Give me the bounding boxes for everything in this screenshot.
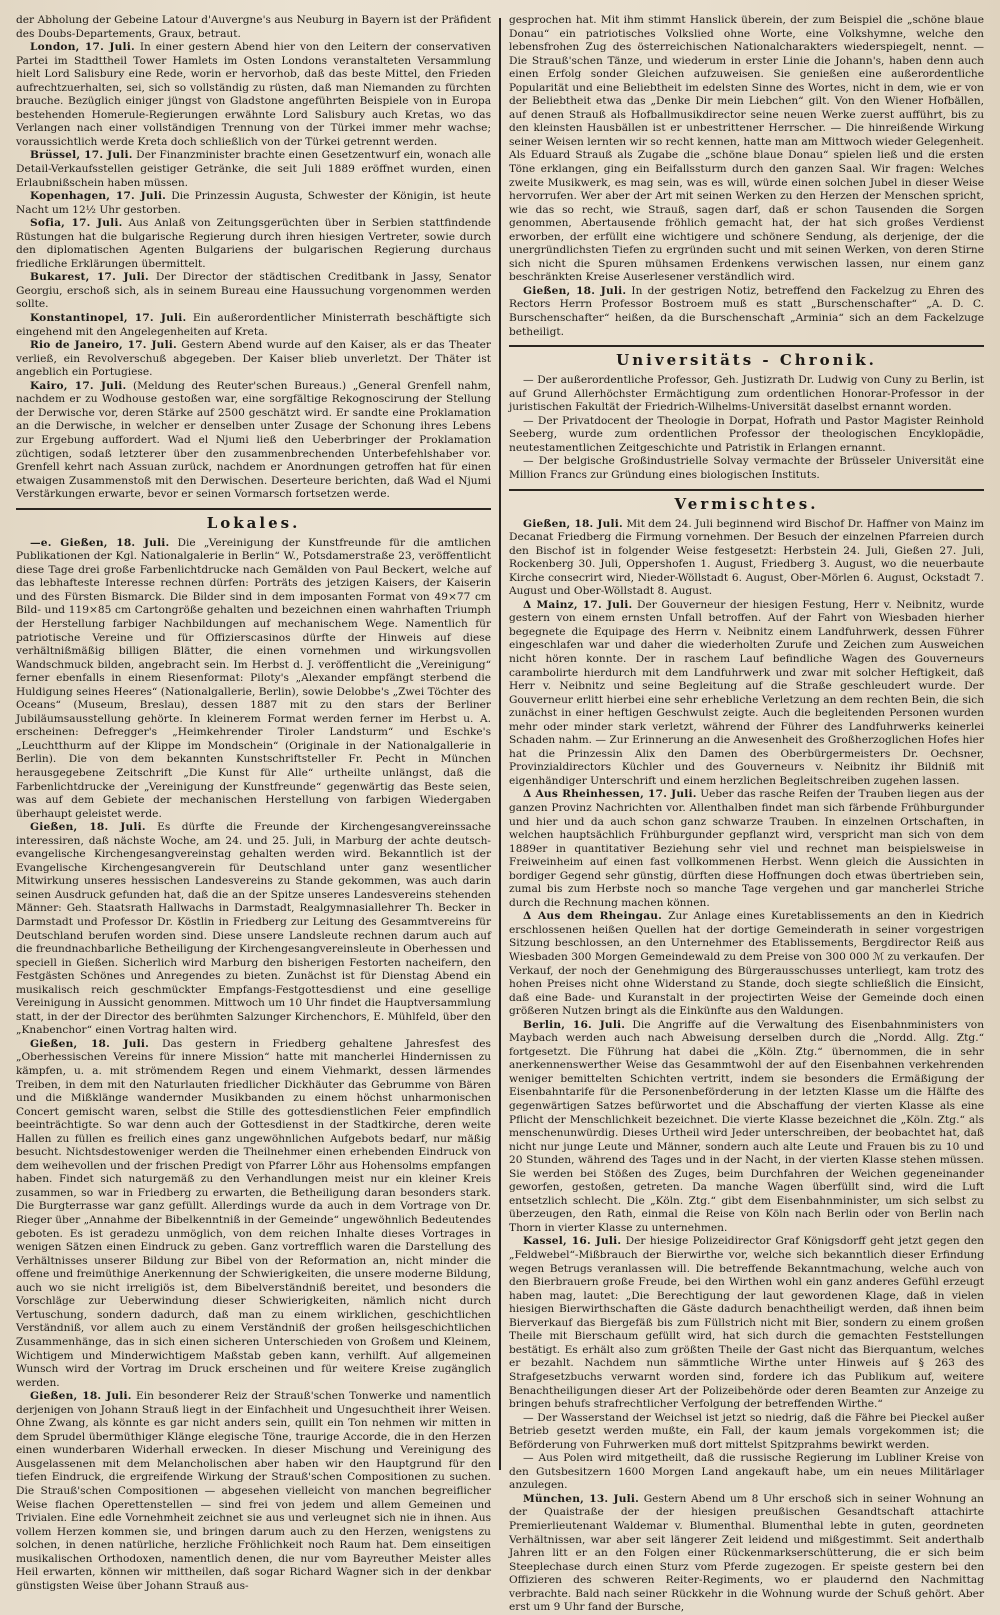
article-dateline: Sofia, 17. Juli.	[30, 217, 123, 230]
foreign-news-block	[16, 14, 491, 502]
article-dateline: London, 17. Juli.	[30, 41, 135, 54]
article-paragraph	[16, 14, 491, 41]
article-text: Der Gouverneur der hiesigen Festung, Herr v. Neibnitz, wurde gestern von einem ernsten Unfall betroffen. Auf der Fahrt von Wiesbaden hierher begegnete die Equipage des Herrn v. Neibnitz einem Landfuhrwerk, dessen Führer eingeschlafen war und daher die wiederholten Zurufe und Zeichen zum Ausweichen nicht hören konnte. Der in raschem Lauf befindliche Wagen des Gouverneurs carambolirte hierdurch mit dem Landfuhrwerk und zwar mit solcher Heftigkeit, daß Herr v. Neibnitz und seine Begleitung auf die Straße geschleudert wurde. Der Gouverneur erlitt hierbei eine sehr erhebliche Verletzung an dem rechten Bein, die sich zunächst in einer heftigen Geschwulst zeigte. Auch die begleitenden Personen wurden mehr oder minder stark verletzt, während der Führer des Landfuhrwerks keinerlei Schaden nahm. — Zur Erinnerung an die Anwesenheit des Großherzoglichen Hofes hier hat die Prinzessin Alix den Damen des Oberbürgermeisters Dr. Oechsner, Provinzialdirectors Küchler und des Gouverneurs v. Neibnitz ihr Bildniß mit eigenhändiger Unterschrift und einem herzlichen Begleitschreiben zugehen lassen.	[509, 598, 985, 787]
article-paragraph	[16, 1038, 491, 1390]
article-text: In einer gestern Abend hier von den Leitern der conservativen Partei im Stadttheil Tower Hamlets im Osten Londons veranstalteten Versammlung hielt Lord Salisbury eine Rede, worin er hervorhob, daß das beste Mittel, den Frieden aufrechtzuerhalten, sei, sich so vollständig zu rüsten, daß man Niemanden zu fürchten brauche. Bezüglich einiger jüngst von Gladstone angeführten Beispiele von in Europa bestehenden Homerule-Regierungen erwähnte Lord Salisbury auch Kretas, wo das Verlangen nach einer vollständigen Trennung von der Türkei immer mehr wachse; voraussichtlich werde Kreta doch schließlich von der Türkei getrennt werden.	[16, 41, 492, 148]
article-paragraph	[509, 285, 984, 339]
article-text: Der Finanzminister brachte einen Gesetzentwurf ein, wonach alle Detail-Verkaufsstellen geistiger Getränke, die seit Juli 1889 eröffnet wurden, einen Erlaubnißschein haben müssen.	[16, 149, 492, 189]
article-text: — Der Privatdocent der Theologie in Dorpat, Hofrath und Pastor Magister Reinhold Seeberg, wurde zum ordentlichen Professor der theologischen Encyklopädie, neutestamentlichen Zeitgeschichte und Patristik in Erlangen ernannt.	[509, 414, 985, 454]
article-text: Das gestern in Friedberg gehaltene Jahresfest des „Oberhessischen Vereins für innere Mission“ hatte mit mancherlei Hindernissen zu kämpfen, u. a. mit strömendem Regen und einem Viehmarkt, dessen lärmendes Treiben, in dem mit den Naturlauten friedlicher Dickhäuter das Gebrumme von Bären und die Mißklänge wandernder Musikbanden zu einem höchst unharmonischen Concert gemischt waren, selbst die Stille des gottesdienstlichen Feier empfindlich beeinträchtigte. So war denn auch der Gottesdienst in der Stadtkirche, deren weite Hallen zu füllen es freilich eines ganz ungewöhnlichen Aufgebots bedarf, nur mäßig besucht. Nichtsdestoweniger werden die Theilnehmer einen erhebenden Eindruck von dem weihevollen und der frischen Predigt von Pfarrer Löhr aus Hohensolms empfangen haben. Findet sich naturgemäß zu den Verhandlungen meist nur ein kleiner Kreis zusammen, so war in Friedberg zu erwarten, die Betheiligung daran besonders stark. Die Burgterrasse war ganz gefüllt. Allerdings wurde da auch in dem Vortrage von Dr. Rieger über „Annahme der Bibelkenntniß in der Gemeinde“ ungewöhnlich Bedeutendes geboten. Es ist geradezu unmöglich, von dem reichen Inhalte dieses Vortrages in wenigen Sätzen einen Eindruck zu geben. Ganz vortrefflich waren die Darstellung des Verhältnisses unserer Bildung zur Bibel von der Reformation an, nicht minder die offene und freimüthige Anerkennung der Schwierigkeiten, die unsere moderne Bildung, auch wo sie nicht irreligiös ist, dem Bibelverständniß bereitet, und besonders die Vorschläge zur Ueberwindung dieser Schwierigkeiten, nämlich nicht durch Vertuschung, sondern dadurch, daß man zu einem wirklichen, geschichtlichen Verständniß, vor allem auch zu einem Verständniß der großen heilsgeschichtlichen Zusammenhänge, das in sich einen sicheren Unterschieden von Großem und Kleinem, Wichtigem und Minderwichtigem Maßstab geben kann, verhilft. Auf allgemeinen Wunsch wird der Vortrag im Druck erscheinen und für weitere Kreise zugänglich werden.	[16, 1037, 492, 1389]
article-paragraph	[16, 41, 491, 149]
article-text: Der hiesige Polizeidirector Graf Königsdorff geht jetzt gegen den „Feldwebel“-Mißbrauch der Bierwirthe vor, welche sich bekanntlich dieser Erfindung wegen Betrugs veranlassen will. Die betreffende Bekanntmachung, welche auch von den Bierbrauern große Freude, bei den Wirthen wohl ein ganz anderes Gefühl erzeugt haben mag, lautet: „Die Berechtigung der laut gewordenen Klage, daß in vielen hiesigen Bierwirthschaften die Gäste dadurch benachtheiligt werden, daß ihnen beim Bierverkauf das Biergefäß bis zum Füllstrich nicht mit Bier, sondern zu einem großen Theile mit Bierschaum gefüllt wird, hat sich durch die gemachten Feststellungen bestätigt. Es erhält also zum größten Theile der Gast nicht das Bierquantum, welches er bezahlt. Nachdem nun sämmtliche Wirthe unter Hinweis auf § 263 des Strafgesetzbuchs verwarnt worden sind, fordere ich das Publikum auf, weitere Benachtheiligungen dieser Art der Polizeibehörde oder deren Beamten zur Anzeige zu bringen behufs strafrechtlicher Verfolgung der betreffenden Wirthe.“	[509, 1235, 985, 1411]
article-paragraph	[509, 415, 984, 456]
article-dateline: Gießen, 18. Juli.	[523, 517, 623, 530]
article-dateline: Δ Aus dem Rheingau.	[523, 910, 663, 923]
right-column	[501, 14, 985, 1614]
article-text: Gestern Abend um 8 Uhr erschoß sich in seiner Wohnung an der Quaistraße der der hiesigen preußischen Gesandtschaft attachirte Premierlieutenant Waldemar v. Blumenthal. Blumenthal lebte in guten, geordneten Verhältnissen, war aber seit längerer Zeit leidend und mißgestimmt. Seit anderthalb Jahren litt er an den Folgen einer Rückenmarkserschütterung, die er sich beim Steeplechase durch einen Sturz vom Pferde zugezogen. Er speiste gestern bei den Offizieren des schweren Reiter-Regiments, wo er plaudernd den Nachmittag verbrachte. Bald nach seiner Rückkehr in die Wohnung wurde der Schuß gehört. Aber erst um 9 Uhr fand der Bursche,	[509, 1492, 985, 1614]
left-column	[16, 14, 499, 1592]
article-dateline: Δ Aus Rheinhessen, 17. Juli.	[523, 788, 697, 801]
article-text: Ein außerordentlicher Ministerrath beschäftigte sich eingehend mit den Angelegenheiten auf Kreta.	[16, 312, 491, 338]
miscellany-block	[509, 518, 984, 1615]
article-dateline: Rio de Janeiro, 17. Juli.	[30, 339, 177, 352]
article-paragraph	[509, 599, 984, 789]
local-news-block	[16, 537, 491, 1594]
article-dateline: Konstantinopel, 17. Juli.	[30, 312, 187, 325]
article-text: gesprochen hat. Mit ihm stimmt Hanslick überein, der zum Beispiel die „schöne blaue Donau“ ein patriotisches Volkslied ohne Worte, eine Volkshymne, welche den lebensfrohen Zug des österreichischen Nationalcharakters wiederspiegelt, nennt. — Die Strauß'schen Tänze, und wiederum in erster Linie die Johann's, haben denn auch einen Erfolg sonder Gleichen aufzuweisen. Sie genießen eine außerordentliche Popularität und eine Beliebtheit im edelsten Sinne des Wortes, nicht in dem, wie er von der Beliebtheit etwa das „Denke Dir mein Liebchen“ gilt. Von den Wiener Hofbällen, auf denen Strauß als Hofballmusikdirector seine neuen Werke zuerst aufführt, bis zu den kleinsten Hausbällen ist er unbestrittener Herrscher. — Die hinreißende Wirkung seiner Weisen lernten wir so recht kennen, hatte man am Mittwoch wieder Gelegenheit. Als Eduard Strauß als Zugabe die „schöne blaue Donau“ spielen ließ und die ersten Töne erklangen, ging ein Beifallssturm durch den ganzen Saal. Wir fragen: Welches zweite Musikwerk, es mag sein, was es will, würde einen solchen Jubel in dieser Weise hervorrufen. Wer aber der Art mit seinen Werken zu den Herzen der Menschen spricht, wie das so recht, wie Strauß, sagen darf, daß er schon Tausenden die Sorgen genommen, Abertausende fröhlich gemacht hat, der hat sich großes Verdienst erworben, der erfüllt eine wichtigere und schönere Sendung, als derjenige, der die unergründlichsten Tiefen zu ergründen sucht und mit seinen Werken, von deren Stirne sich nicht die Spuren mühsamen Erdenkens verwischen lassen, nur einem ganz beschränkten Kreise Auserlesener verständlich wird.	[509, 14, 985, 284]
article-dateline: Brüssel, 17. Juli.	[30, 149, 133, 162]
article-paragraph	[509, 788, 984, 910]
article-paragraph	[16, 1390, 491, 1593]
article-paragraph	[509, 1493, 984, 1615]
article-paragraph	[509, 455, 984, 482]
article-dateline: Δ Mainz, 17. Juli.	[523, 598, 633, 611]
article-dateline: Gießen, 18. Juli.	[30, 821, 146, 834]
article-paragraph	[509, 374, 984, 415]
article-dateline: Gießen, 18. Juli.	[30, 1037, 149, 1050]
article-paragraph	[509, 518, 984, 599]
article-paragraph	[509, 1019, 984, 1236]
article-paragraph	[16, 339, 491, 380]
article-text: (Meldung des Reuter'schen Bureaus.) „General Grenfell nahm, nachdem er zu Wodhouse gestoßen war, eine sorgfältige Rekognoscirung der Stellung der Derwische vor, deren Stärke auf 2500 geschätzt wird. Er sandte eine Proklamation an die Derwische, in welcher er denselben unter Zusage der Schonung ihres Lebens zur Ergebung auffordert. Wad el Njumi ließ den Ueberbringer der Proklamation züchtigen, sodaß letzterer über den zusammenbrechenden Unterbefehlshaber vor. Grenfell kehrt nach Assuan zurück, nachdem er Anordnungen getroffen hat für einen etwaigen Zusammenstoß mit den Derwischen. Deserteure berichten, daß Wad el Njumi Verstärkungen erwarte, bevor er seinen Vormarsch fortsetzen werde.	[16, 379, 492, 501]
article-text: In der gestrigen Notiz, betreffend den Fackelzug zu Ehren des Rectors Herrn Professor Bostroem muß es statt „Burschenschafter“ „A. D. C. Burschenschafter“ heißen, da die Burschenschaft „Arminia“ sich an dem Fackelzuge betheiligt.	[509, 284, 985, 338]
article-dateline: Gießen, 18. Juli.	[523, 284, 627, 297]
article-paragraph	[16, 312, 491, 339]
article-dateline: Gießen, 18. Juli.	[30, 1390, 132, 1403]
article-text: Ueber das rasche Reifen der Trauben liegen aus der ganzen Provinz Nachrichten vor. Allenthalben findet man sich färbende Frühburgunder und hier und da auch schon ganz schwarze Trauben. In einzelnen Ortschaften, in welchen hauptsächlich Frühburgunder gepflanzt wird, verspricht man sich von dem 1889er in quantitativer Beziehung sehr viel und rechnet man beispielsweise in Freiweinheim auf einen fast vollkommenen Herbst. Wenn gleich die Aussichten in bordiger Gegend sehr günstig, dürften diese Hoffnungen doch etwas übertrieben sein, zumal bis zum Herbste noch so manche Tage vergehen und gar mancherlei Striche durch die Rechnung machen können.	[509, 788, 985, 909]
article-text: Der Director der städtischen Creditbank in Jassy, Senator Georgiu, erschoß sich, als in seinem Bureau eine Haussuchung vorgenommen werden sollte.	[16, 271, 492, 311]
article-paragraph	[16, 217, 491, 271]
article-dateline: Bukarest, 17. Juli.	[30, 271, 149, 284]
article-text: Die „Vereinigung der Kunstfreunde für die amtlichen Publikationen der Kgl. Nationalgalerie in Berlin“ W., Potsdamerstraße 23, veröffentlicht diese Tage drei große Farbenlichtdrucke nach Gemälden von Paul Beckert, welche auf das lebhafteste Interesse rechnen dürfen: Porträts des jetzigen Kaisers, der Kaiserin und des Fürsten Bismarck. Die Bilder sind in dem imposanten Format von 49×77 cm Bild- und 119×85 cm Cartongröße gehalten und bezeichnen einen wahrhaften Triumph der Herstellung farbiger Nachbildungen auf mechanischem Wege. Namentlich für patriotische Vereine und für Offizierscasinos dürfte der Hinweis auf diese verhältnißmäßig billigen Blätter, die einen vornehmen und wirkungsvollen Wandschmuck bilden, angebracht sein. Im Herbst d. J. veröffentlicht die „Vereinigung“ ferner ebenfalls in einem Riesenformat: Piloty's „Alexander empfängt sterbend die Huldigung seines Heeres“ (Nationalgallerie, Berlin), sowie Delobbe's „Zwei Töchter des Oceans“ (Museum, Breslau), dessen 1887 mit zu den stars der Berliner Jubiläumsausstellung gehörte. In kleinerem Format werden ferner im Herbst u. A. erscheinen: Defregger's „Heimkehrender Tiroler Landsturm“ und Eschke's „Leuchtthurm auf der Klippe im Mondschein“ (Originale in der Nationalgallerie in Berlin). Die von dem bekannten Kunstschriftsteller Fr. Pecht in München herausgegebene Zeitschrift „Die Kunst für Alle“ urtheilte unlängst, daß die Farbenlichtdrucke der „Vereinigung der Kunstfreunde“ gegenwärtig das Beste seien, was auf dem Gebiete der mechanischen Herstellung von farbigen Wiedergaben überhaupt geleistet werde.	[16, 536, 492, 820]
section-title-vermischtes: Vermischtes.	[509, 489, 984, 513]
article-text: Gestern Abend wurde auf den Kaiser, als er das Theater verließ, ein Revolverschuß abgegeben. Der Kaiser blieb unverletzt. Der Thäter ist angeblich ein Portugiese.	[16, 339, 492, 379]
article-paragraph	[16, 271, 491, 312]
article-text: Mit dem 24. Juli beginnend wird Bischof Dr. Haffner von Mainz im Decanat Friedberg die Firmung vornehmen. Der Besuch der einzelnen Pfarreien durch den Bischof ist in folgender Weise festgesetzt: Herbstein 24. Juli, Gießen 27. Juli, Rockenberg 30. Juli, Oppershofen 1. August, Friedberg 3. August, wo die neuerbaute Kirche consecrirt wird, Nieder-Wöllstadt 6. August, Ober-Mörlen 6. August, Ockstadt 7. August und Ober-Wöllstadt 8. August.	[509, 517, 985, 598]
article-paragraph	[16, 149, 491, 190]
continued-article-block	[509, 14, 984, 339]
article-text: — Der belgische Großindustrielle Solvay vermachte der Brüsseler Universität eine Million Francs zur Gründung eines biologischen Instituts.	[509, 455, 985, 481]
article-text: Ein besonderer Reiz der Strauß'schen Tonwerke und namentlich derjenigen von Johann Strauß liegt in der Einfachheit und Ungesuchtheit ihrer Weisen. Ohne Zwang, als könnte es gar nicht anders sein, quillt ein Ton nehmen wir mitten in dem Sprudel übermüthiger Klänge elegische Töne, traurige Accorde, die in den Herzen einen wunderbaren Widerhall erwecken. In dieser Mischung und Vereinigung des Ausgelassenen mit dem Melancholischen aber haben wir den Hauptgrund für den tiefen Eindruck, die ergreifende Wirkung der Strauß'schen Compositionen zu suchen. Die Strauß'schen Compositionen — abgesehen vielleicht von manchen begreiflicher Weise flachen Operettenstellen — sind frei von jedem und allem Gemeinen und Trivialen. Eine edle Vornehmheit zeichnet sie aus und verleugnet sich nie in ihnen. Aus vollem Herzen kommen sie, und bringen darum auch zu den Herzen, wenigstens zu solchen, in denen natürliche, herzliche Fröhlichkeit noch Raum hat. Dem einseitigen musikalischen Orthodoxen, namentlich denen, die nur vom Bayreuther Meister alles Heil erwarten, können wir mittheilen, daß sogar Richard Wagner sich in der denkbar günstigsten Weise über Johann Strauß aus-	[16, 1390, 492, 1592]
university-chronicle-block	[509, 374, 984, 482]
article-paragraph	[509, 910, 984, 1018]
article-paragraph	[16, 380, 491, 502]
article-paragraph	[509, 1412, 984, 1453]
article-text: — Aus Polen wird mitgetheilt, daß die russische Regierung im Lubliner Kreise von den Gutsbesitzern 1600 Morgen Land angekauft habe, um ein neues Militärlager anzulegen.	[509, 1452, 985, 1492]
article-dateline: Berlin, 16. Juli.	[523, 1018, 626, 1031]
article-text: — Der Wasserstand der Weichsel ist jetzt so niedrig, daß die Fähre bei Pieckel außer Betrieb gesetzt werden mußte, ein Fall, der kaum jemals vorgekommen ist; die Beförderung von Fuhrwerken muß dort mittelst Spitzprahms bewirkt werden.	[509, 1411, 985, 1451]
article-text: Aus Anlaß von Zeitungsgerüchten über in Serbien stattfindende Rüstungen hat die bulgarische Regierung durch ihren hiesigen Vertreter, sowie durch den diplomatischen Agenten Bulgariens der bulgarischen Regierung durchaus friedliche Erklärungen übermittelt.	[16, 217, 492, 270]
section-title-universitaets-chronik: Universitäts - Chronik.	[509, 345, 984, 369]
article-text: Die Angriffe auf die Verwaltung des Eisenbahnministers von Maybach werden auch nach Abweisung derselben durch die „Nordd. Allg. Ztg.“ fortgesetzt. Die Führung hat dabei die „Köln. Ztg.“ übernommen, die in sehr anerkennenswerther Weise das Gesammtwohl der auf den Eisenbahnen verkehrenden weniger bemittelten Schichten vertritt, indem sie besonders die Ermäßigung der Eisenbahntarife für die Personenbeförderung in der letzten Klasse um die Hälfte des gegenwärtigen Satzes befürwortet und die Abschaffung der vierten Klasse als eine Pflicht der Menschlichkeit bezeichnet. Die vierte Klasse bezeichnet die „Köln. Ztg.“ als menschenunwürdig. Dieses Urtheil wird Jeder unterschreiben, der beobachtet hat, daß nicht nur junge Leute und Männer, sondern auch alte Leute und Frauen bis zu 10 und 20 Stunden, während des Tages und in der Nacht, in der vierten Klasse stehen müssen. Sie werden bei Stößen des Zuges, beim Durchfahren der Weichen gegeneinander geworfen, gestoßen, getreten. Da manche Wagen überfüllt sind, wird die Luft entsetzlich schlecht. Die „Köln. Ztg.“ gibt dem Eisenbahnminister, um sich selbst zu überzeugen, den Rath, einmal die Reise von Köln nach Berlin oder von Berlin nach Thorn in vierter Klasse zu unternehmen.	[509, 1018, 985, 1234]
article-text: Die Prinzessin Augusta, Schwester der Königin, ist heute Nacht um 12½ Uhr gestorben.	[16, 190, 492, 216]
article-paragraph	[16, 821, 491, 1038]
article-text: der Abholung der Gebeine Latour d'Auvergne's aus Neuburg in Bayern ist der Präfident des Doubs-Departements, Graux, betraut.	[16, 14, 492, 40]
article-paragraph	[16, 537, 491, 821]
article-dateline: Kopenhagen, 17. Juli.	[30, 190, 167, 203]
article-dateline: Kairo, 17. Juli.	[30, 379, 127, 392]
article-paragraph	[16, 190, 491, 217]
article-text: Zur Anlage eines Kuretablissements an den in Kiedrich erschlossenen heißen Quellen hat der dortige Gemeinderath in seiner vorgestrigen Sitzung beschlossen, an den Unternehmer des Etablissements, Bergdirector Reiß aus Wiesbaden 300 Morgen Gemeindewald zu dem Preise von 300 000 ℳ zu verkaufen. Der Verkauf, der noch der Genehmigung des Bürgerausschusses unterliegt, kam trotz des hohen Preises nicht ohne Widerstand zu Stande, doch siegte schließlich die Einsicht, daß eine Bade- und Kuranstalt in der projectirten Weise der Gemeinde doch einen größeren Nutzen bringt als die Einkünfte aus den Waldungen.	[509, 910, 985, 1018]
article-dateline: München, 13. Juli.	[523, 1492, 639, 1505]
section-title-lokales: Lokales.	[16, 508, 491, 532]
article-paragraph	[509, 1235, 984, 1411]
article-paragraph	[509, 14, 984, 285]
article-paragraph	[509, 1452, 984, 1493]
article-text: Es dürfte die Freunde der Kirchengesangvereinssache interessiren, daß nächste Woche, am 24. und 25. Juli, in Marburg der achte deutsch-evangelische Kirchengesangvereinstag gehalten werden wird. Bekanntlich ist der Evangelische Kirchengesangverein für Deutschland unter ganz wesentlicher Mitwirkung unseres hessischen Landesvereins zu Stande gekommen, was auch darin seinen Ausdruck gefunden hat, daß die an der Spitze unseres Landesvereins stehenden Männer: Geh. Staatsrath Hallwachs in Darmstadt, Realgymnasiallehrer Th. Becker in Darmstadt und Professor Dr. Köstlin in Friedberg zur Leitung des Gesammtvereins für Deutschland berufen worden sind. Diese unsere Landsleute rechnen darum auch auf die freundnachbarliche Betheiligung der Kirchengesangvereinsleute in Oberhessen und speciell in Gießen. Sicherlich wird Marburg den bisherigen Festorten nacheifern, den Festgästen Schönes und Anregendes zu bieten. Zunächst ist für Dienstag Abend ein musikalisch reich geschmückter Empfangs-Festgottesdienst und eine gesellige Vereinigung in Aussicht genommen. Mittwoch um 10 Uhr findet die Hauptversammlung statt, in der der Director des berühmten Salzunger Kirchenchors, E. Mühlfeld, über den „Knabenchor“ einen Vortrag halten wird.	[16, 821, 492, 1037]
article-dateline: —e. Gießen, 18. Juli.	[30, 536, 170, 549]
article-dateline: Kassel, 16. Juli.	[523, 1235, 622, 1248]
article-text: — Der außerordentliche Professor, Geh. Justizrath Dr. Ludwig von Cuny zu Berlin, ist auf Grund Allerhöchster Ermächtigung zum ordentlichen Honorar-Professor in der juristischen Fakultät der Friedrich-Wilhelms-Universität daselbst ernannt worden.	[509, 374, 985, 414]
